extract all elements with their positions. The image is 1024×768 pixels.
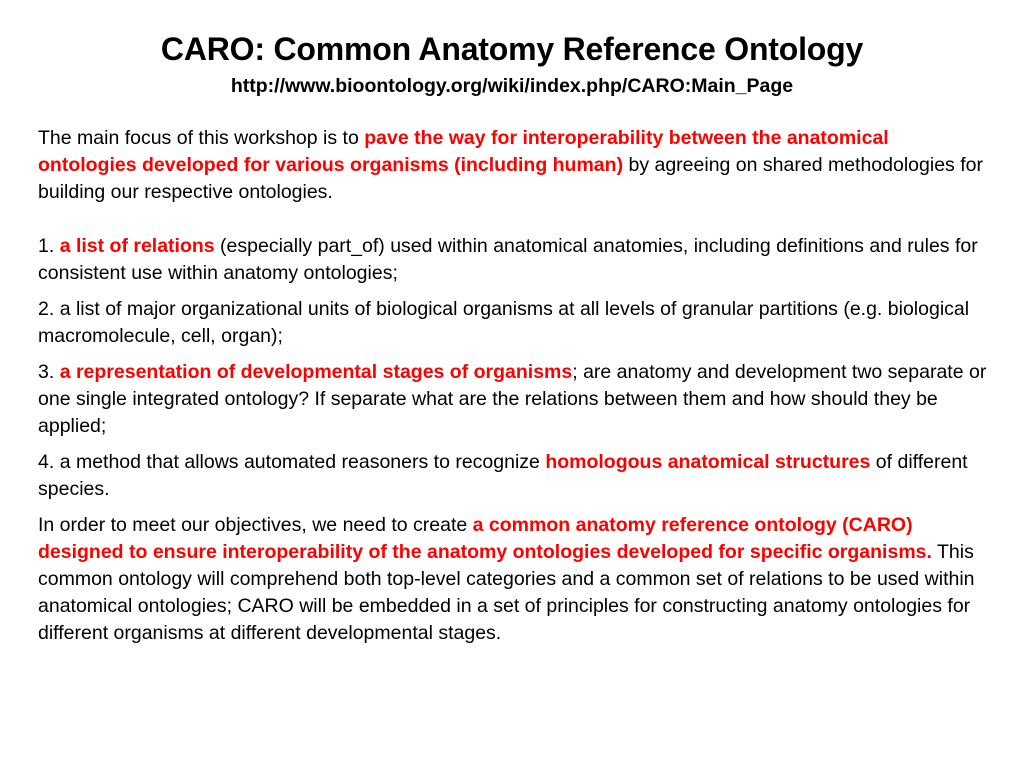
intro-paragraph	[38, 125, 990, 206]
slide-body	[38, 125, 990, 647]
list-item-3	[38, 359, 990, 440]
slide-title: CARO: Common Anatomy Reference Ontology	[160, 31, 864, 67]
conclusion-text-1: In order to meet our objectives, we need to create	[38, 514, 473, 536]
list-item-highlight: a list of relations	[59, 235, 215, 257]
list-item-highlight: a representation of developmental stages of organisms	[59, 361, 573, 383]
list-item-text: a list of major organizational units of biological organisms at all levels of granular partitions (e.g. biological macromolecule, cell, organ);	[38, 298, 970, 347]
list-item-text: (especially part_of) used within anatomical anatomies, including definitions and rules for consistent use within anatomy ontologies;	[38, 235, 978, 284]
list-item-text-2: of different species.	[38, 451, 968, 500]
list-item-number: 4.	[38, 451, 60, 473]
slide-url: http://www.bioontology.org/wiki/index.php/CARO:Main_Page	[230, 75, 794, 97]
list-item-number: 3.	[38, 361, 60, 383]
list-item-text: a method that allows automated reasoners to recognize	[59, 451, 546, 473]
conclusion-paragraph	[38, 512, 990, 647]
list-item-text: ; are anatomy and development two separate or one single integrated ontology? If separate what are the relations between them and how should they be applied;	[38, 361, 987, 437]
intro-text-1: The main focus of this workshop is to	[38, 127, 365, 149]
list-item-2	[38, 296, 990, 350]
list-item-number: 2.	[38, 298, 60, 320]
intro-highlight: pave the way for interoperability between the anatomical ontologies developed for various organisms (including human)	[38, 127, 889, 176]
conclusion-highlight: a common anatomy reference ontology (CARO) designed to ensure interoperability of the anatomy ontologies developed for specific organisms.	[38, 514, 932, 563]
list-item-number: 1.	[38, 235, 60, 257]
conclusion-text-2: This common ontology will comprehend both top-level categories and a common set of relations to be used within anatomical ontologies; CARO will be embedded in a set of principles for constructing anatomy ontologies for different organisms at different developmental stages.	[38, 541, 975, 644]
intro-text-2: by agreeing on shared methodologies for building our respective ontologies.	[38, 154, 983, 203]
list-item-1	[38, 233, 990, 287]
list-item-4	[38, 449, 990, 503]
list-item-highlight: homologous anatomical structures	[545, 451, 871, 473]
